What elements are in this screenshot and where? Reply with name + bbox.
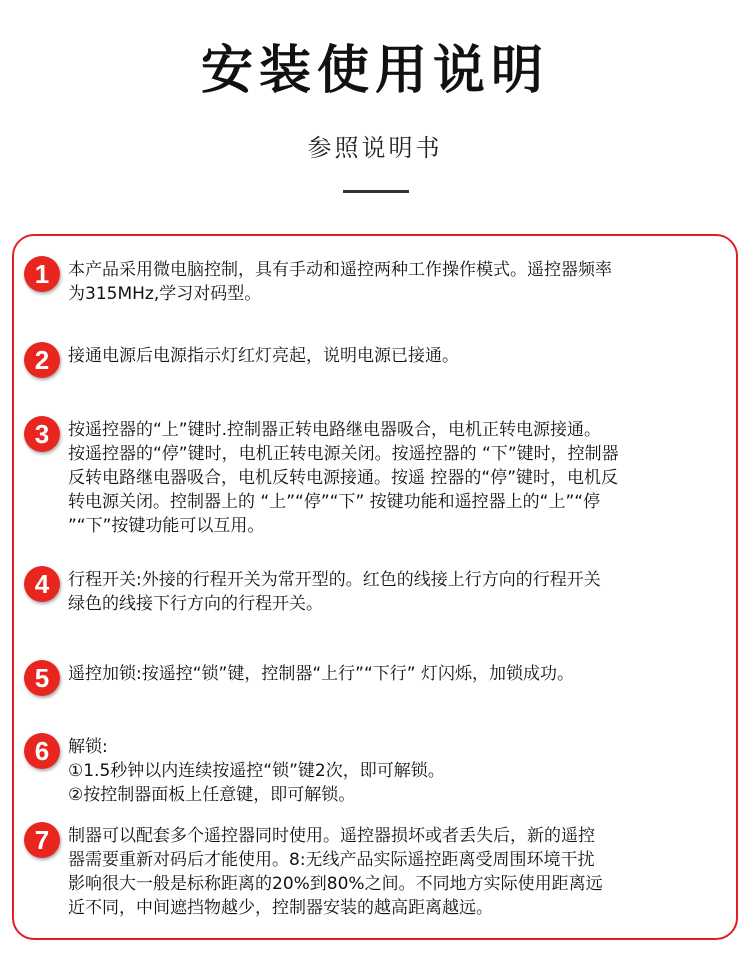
number-badge-3: 3: [24, 416, 60, 452]
number-badge-1: 1: [24, 256, 60, 292]
text-line: 转电源关闭。控制器上的 “上”“停”“下” 按键功能和遥控器上的“上”“停: [68, 492, 601, 512]
instruction-text-7: [68, 824, 718, 920]
text-line: 反转电路继电器吸合，电机反转电源接通。按遥 控器的“停”键时，电机反: [68, 468, 619, 488]
text-line: 影响很大一般是标称距离的20%到80%之间。不同地方实际使用距离远: [68, 874, 603, 894]
number-badge-7: 7: [24, 822, 60, 858]
text-line: 接通电源后电源指示灯红灯亮起，说明电源已接通。: [68, 346, 459, 366]
number-badge-5: 5: [24, 660, 60, 696]
text-line: 按遥控器的“上”键时.控制器正转电路继电器吸合，电机正转电源接通。: [68, 420, 602, 440]
instruction-text-4: [68, 568, 718, 616]
title-divider: [343, 190, 409, 193]
number-badge-6: 6: [24, 733, 60, 769]
instruction-text-1: [68, 258, 718, 306]
text-line: 本产品采用微电脑控制，具有手动和遥控两种工作操作模式。遥控器频率: [68, 260, 612, 280]
number-badge-4: 4: [24, 566, 60, 602]
number-badge-2: 2: [24, 342, 60, 378]
text-line: 行程开关:外接的行程开关为常开型的。红色的线接上行方向的行程开关: [68, 570, 601, 590]
instruction-text-3: [68, 418, 718, 538]
text-line: 为315MHz,学习对码型。: [68, 284, 262, 304]
instruction-text-6: [68, 735, 718, 807]
text-line: ①1.5秒钟以内连续按遥控“锁”键2次，即可解锁。: [68, 761, 445, 781]
page-title: 安装使用说明: [200, 41, 549, 101]
text-line: 制器可以配套多个遥控器同时使用。遥控器损坏或者丢失后，新的遥控: [68, 826, 595, 846]
text-line: 器需要重新对码后才能使用。8:无线产品实际遥控距离受周围环境干扰: [68, 850, 595, 870]
instruction-text-2: [68, 344, 718, 368]
text-line: 遥控加锁:按遥控“锁”键，控制器“上行”“下行” 灯闪烁，加锁成功。: [68, 664, 574, 684]
text-line: 按遥控器的“停”键时，电机正转电源关闭。按遥控器的 “下”键时，控制器: [68, 444, 619, 464]
text-line: 近不同，中间遮挡物越少，控制器安装的越高距离越远。: [68, 898, 493, 918]
page-subtitle: 参照说明书: [307, 134, 443, 162]
text-line: ②按控制器面板上任意键，即可解锁。: [68, 785, 356, 805]
text-line: 解锁:: [68, 737, 108, 757]
text-line: 绿色的线接下行方向的行程开关。: [68, 594, 323, 614]
text-line: ”“下”按键功能可以互用。: [68, 516, 265, 536]
instruction-text-5: [68, 662, 718, 686]
